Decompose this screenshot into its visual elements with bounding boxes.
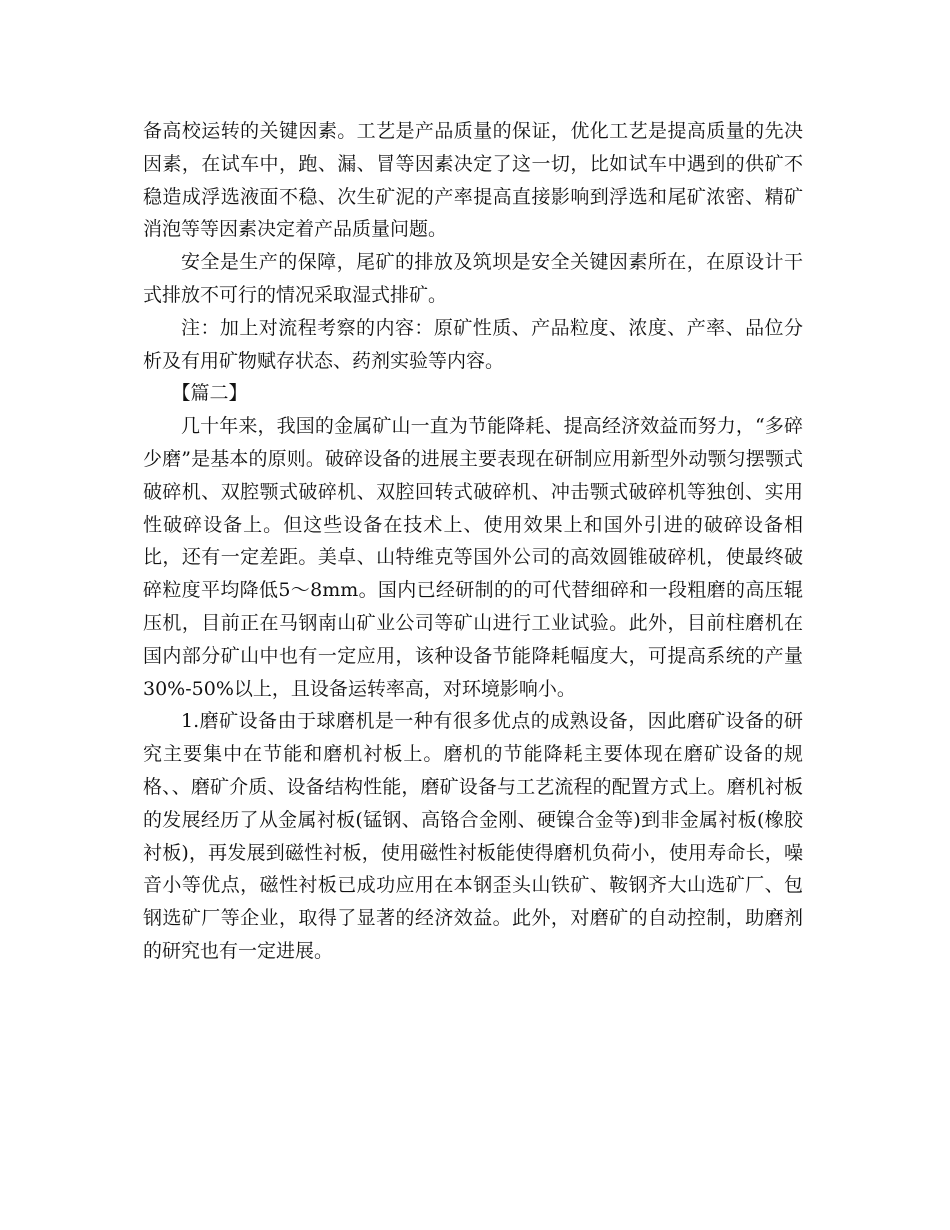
paragraph-safety: 安全是生产的保障，尾矿的排放及筑坝是安全关键因素所在，在原设计干式排放不可行的情况采取湿式排矿。 [143,251,803,306]
paragraph-continuation: 备高校运转的关键因素。工艺是产品质量的保证，优化工艺是提高质量的先决因素，在试车中，跑、漏、冒等因素决定了这一切，比如试车中遇到的供矿不稳造成浮选液面不稳、次生矿泥的产率提高直接影响到浮选和尾矿浓密、精矿消泡等等因素决定着产品质量问题。 [143,120,803,241]
paragraph-note: 注：加上对流程考察的内容：原矿性质、产品粒度、浓度、产率、品位分析及有用矿物赋存状态、药剂实验等内容。 [143,316,803,372]
document-page [143,115,803,968]
paragraph-crushing: 几十年来，我国的金属矿山一直为节能降耗、提高经济效益而努力，“多碎少磨”是基本的原则。破碎设备的进展主要表现在研制应用新型外动颚匀摆颚式破碎机、双腔颚式破碎机、双腔回转式破碎机、冲击颚式破碎机等独创、实用性破碎设备上。但这些设备在技术上、使用效果上和国外引进的破碎设备相比，还有一定差距。美卓、山特维克等国外公司的高效圆锥破碎机，使最终破碎粒度平均降低5～8mm。国内已经研制的的可代替细碎和一段粗磨的高压辊压机，目前正在马钢南山矿业公司等矿山进行工业试验。此外，目前柱磨机在国内部分矿山中也有一定应用，该种设备节能降耗幅度大，可提高系统的产量30%-50%以上，且设备运转率高，对环境影响小。 [143,415,803,700]
paragraph-grinding: 1.磨矿设备由于球磨机是一种有很多优点的成熟设备，因此磨矿设备的研究主要集中在节能和磨机衬板上。磨机的节能降耗主要体现在磨矿设备的规格、、磨矿介质、设备结构性能，磨矿设备与工艺流程的配置方式上。磨机衬板的发展经历了从金属衬板(锰钢、高铬合金刚、硬镍合金等)到非金属衬板(橡胶衬板)，再发展到磁性衬板，使用磁性衬板能使得磨机负荷小，使用寿命长，噪音小等优点，磁性衬板已成功应用在本钢歪头山铁矿、鞍钢齐大山选矿厂、包钢选矿厂等企业，取得了显著的经济效益。此外，对磨矿的自动控制，助磨剂的研究也有一定进展。 [143,710,803,962]
section-heading: 【篇二】 [171,382,248,405]
